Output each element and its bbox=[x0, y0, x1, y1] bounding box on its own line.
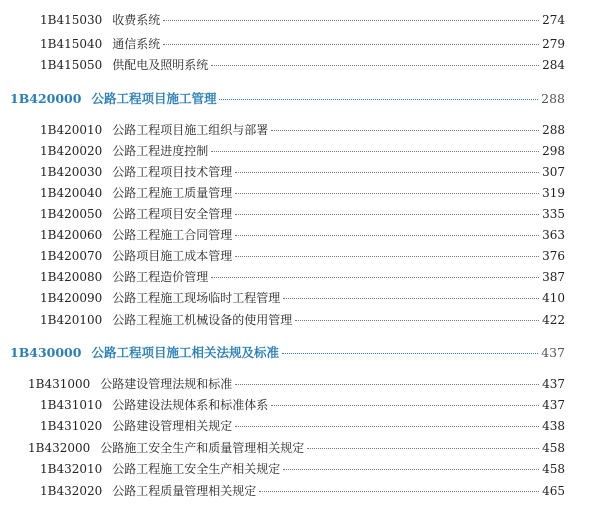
toc-entry bbox=[40, 57, 565, 73]
toc-entry-code: 1B432010 bbox=[40, 462, 103, 476]
toc-entry-title: 公路工程项目安全管理 bbox=[112, 207, 233, 221]
toc-entry-page: 307 bbox=[542, 165, 565, 179]
toc-entry-code: 1B415040 bbox=[40, 37, 103, 51]
toc-entry-page: 458 bbox=[542, 462, 565, 476]
dot-leader bbox=[307, 448, 539, 449]
toc-entry bbox=[40, 143, 565, 159]
dot-leader bbox=[235, 256, 539, 257]
toc-entry-title: 公路工程质量管理相关规定 bbox=[112, 484, 257, 498]
dot-leader bbox=[235, 214, 539, 215]
toc-entry-title: 公路施工安全生产和质量管理相关规定 bbox=[100, 441, 305, 455]
toc-section-heading bbox=[10, 91, 565, 107]
toc-entry-page: 465 bbox=[542, 484, 565, 498]
toc-entry bbox=[40, 12, 565, 28]
toc-entry-code: 1B415050 bbox=[40, 58, 103, 72]
toc-entry bbox=[40, 227, 565, 243]
dot-leader bbox=[259, 491, 539, 492]
toc-entry bbox=[40, 36, 565, 52]
dot-leader bbox=[219, 99, 538, 100]
toc-entry-title: 公路建设法规体系和标准体系 bbox=[112, 398, 269, 412]
toc-entry-title: 公路项目施工成本管理 bbox=[112, 249, 233, 263]
toc-entry-code: 1B420030 bbox=[40, 165, 103, 179]
toc-entry-code: 1B415030 bbox=[40, 13, 103, 27]
toc-entry-title: 通信系统 bbox=[112, 37, 161, 51]
dot-leader bbox=[235, 235, 539, 236]
dot-leader bbox=[235, 384, 539, 385]
toc-section-page: 288 bbox=[541, 91, 565, 106]
toc-entry bbox=[40, 185, 565, 201]
toc-entry-title: 公路工程项目技术管理 bbox=[112, 165, 233, 179]
dot-leader bbox=[235, 426, 539, 427]
toc-section-heading bbox=[10, 345, 565, 361]
toc-entry-page: 376 bbox=[542, 249, 565, 263]
dot-leader bbox=[211, 151, 539, 152]
toc-entry bbox=[40, 483, 565, 499]
toc-entry bbox=[28, 440, 565, 456]
toc-entry-page: 288 bbox=[542, 123, 565, 137]
dot-leader bbox=[163, 20, 539, 21]
toc-section-code: 1B430000 bbox=[10, 345, 82, 360]
toc-entry bbox=[40, 122, 565, 138]
toc-entry bbox=[40, 397, 565, 413]
toc-entry-page: 279 bbox=[542, 37, 565, 51]
toc-entry-page: 458 bbox=[542, 441, 565, 455]
toc-entry-code: 1B420060 bbox=[40, 228, 103, 242]
toc-entry-page: 284 bbox=[542, 58, 565, 72]
toc-entry bbox=[40, 206, 565, 222]
toc-entry-page: 410 bbox=[542, 291, 565, 305]
toc-entry-code: 1B420040 bbox=[40, 186, 103, 200]
toc-entry-page: 319 bbox=[542, 186, 565, 200]
toc-section-page: 437 bbox=[541, 345, 565, 360]
toc-entry bbox=[40, 461, 565, 477]
toc-entry-title: 公路工程施工质量管理 bbox=[112, 186, 233, 200]
toc-entry-code: 1B420010 bbox=[40, 123, 103, 137]
toc-entry-page: 437 bbox=[542, 377, 565, 391]
toc-entry-title: 公路工程施工合同管理 bbox=[112, 228, 233, 242]
toc-entry bbox=[28, 376, 565, 392]
dot-leader bbox=[283, 469, 539, 470]
toc-entry bbox=[40, 418, 565, 434]
toc-entry-title: 公路工程施工机械设备的使用管理 bbox=[112, 313, 293, 327]
dot-leader bbox=[271, 405, 539, 406]
dot-leader bbox=[235, 172, 539, 173]
toc-entry bbox=[40, 248, 565, 264]
toc-entry-code: 1B432000 bbox=[28, 441, 91, 455]
dot-leader bbox=[282, 353, 538, 354]
toc-entry-page: 335 bbox=[542, 207, 565, 221]
toc-section-title: 公路工程项目施工相关法规及标准 bbox=[91, 345, 279, 360]
toc-entry-code: 1B431010 bbox=[40, 398, 103, 412]
toc-entry-page: 274 bbox=[542, 13, 565, 27]
toc-entry-title: 收费系统 bbox=[112, 13, 161, 27]
toc-entry-title: 公路工程造价管理 bbox=[112, 270, 209, 284]
dot-leader bbox=[235, 193, 539, 194]
dot-leader bbox=[211, 277, 539, 278]
toc-entry-code: 1B431000 bbox=[28, 377, 91, 391]
toc-entry-page: 298 bbox=[542, 144, 565, 158]
toc-entry bbox=[40, 290, 565, 306]
toc-entry-code: 1B420020 bbox=[40, 144, 103, 158]
toc-entry-title: 公路建设管理法规和标准 bbox=[100, 377, 233, 391]
toc-entry bbox=[40, 269, 565, 285]
toc-entry-title: 供配电及照明系统 bbox=[112, 58, 209, 72]
dot-leader bbox=[295, 320, 539, 321]
toc-entry-code: 1B420070 bbox=[40, 249, 103, 263]
toc-entry-page: 437 bbox=[542, 398, 565, 412]
toc-entry-code: 1B420080 bbox=[40, 270, 103, 284]
toc-entry-title: 公路工程施工安全生产相关规定 bbox=[112, 462, 281, 476]
toc-entry-code: 1B420050 bbox=[40, 207, 103, 221]
toc-entry-page: 363 bbox=[542, 228, 565, 242]
toc-entry-code: 1B420090 bbox=[40, 291, 103, 305]
toc-entry-title: 公路建设管理相关规定 bbox=[112, 419, 233, 433]
toc-entry-code: 1B431020 bbox=[40, 419, 103, 433]
toc-entry bbox=[40, 164, 565, 180]
toc-entry bbox=[40, 312, 565, 328]
dot-leader bbox=[163, 44, 539, 45]
toc-entry-title: 公路工程项目施工组织与部署 bbox=[112, 123, 269, 137]
dot-leader bbox=[211, 65, 539, 66]
toc-entry-page: 438 bbox=[542, 419, 565, 433]
toc-entry-page: 387 bbox=[542, 270, 565, 284]
dot-leader bbox=[271, 130, 539, 131]
toc-section-title: 公路工程项目施工管理 bbox=[91, 91, 217, 106]
toc-entry-title: 公路工程进度控制 bbox=[112, 144, 209, 158]
dot-leader bbox=[283, 298, 539, 299]
toc-section-code: 1B420000 bbox=[10, 91, 82, 106]
toc-entry-title: 公路工程施工现场临时工程管理 bbox=[112, 291, 281, 305]
toc-entry-code: 1B432020 bbox=[40, 484, 103, 498]
toc-entry-code: 1B420100 bbox=[40, 313, 103, 327]
toc-entry-page: 422 bbox=[542, 313, 565, 327]
